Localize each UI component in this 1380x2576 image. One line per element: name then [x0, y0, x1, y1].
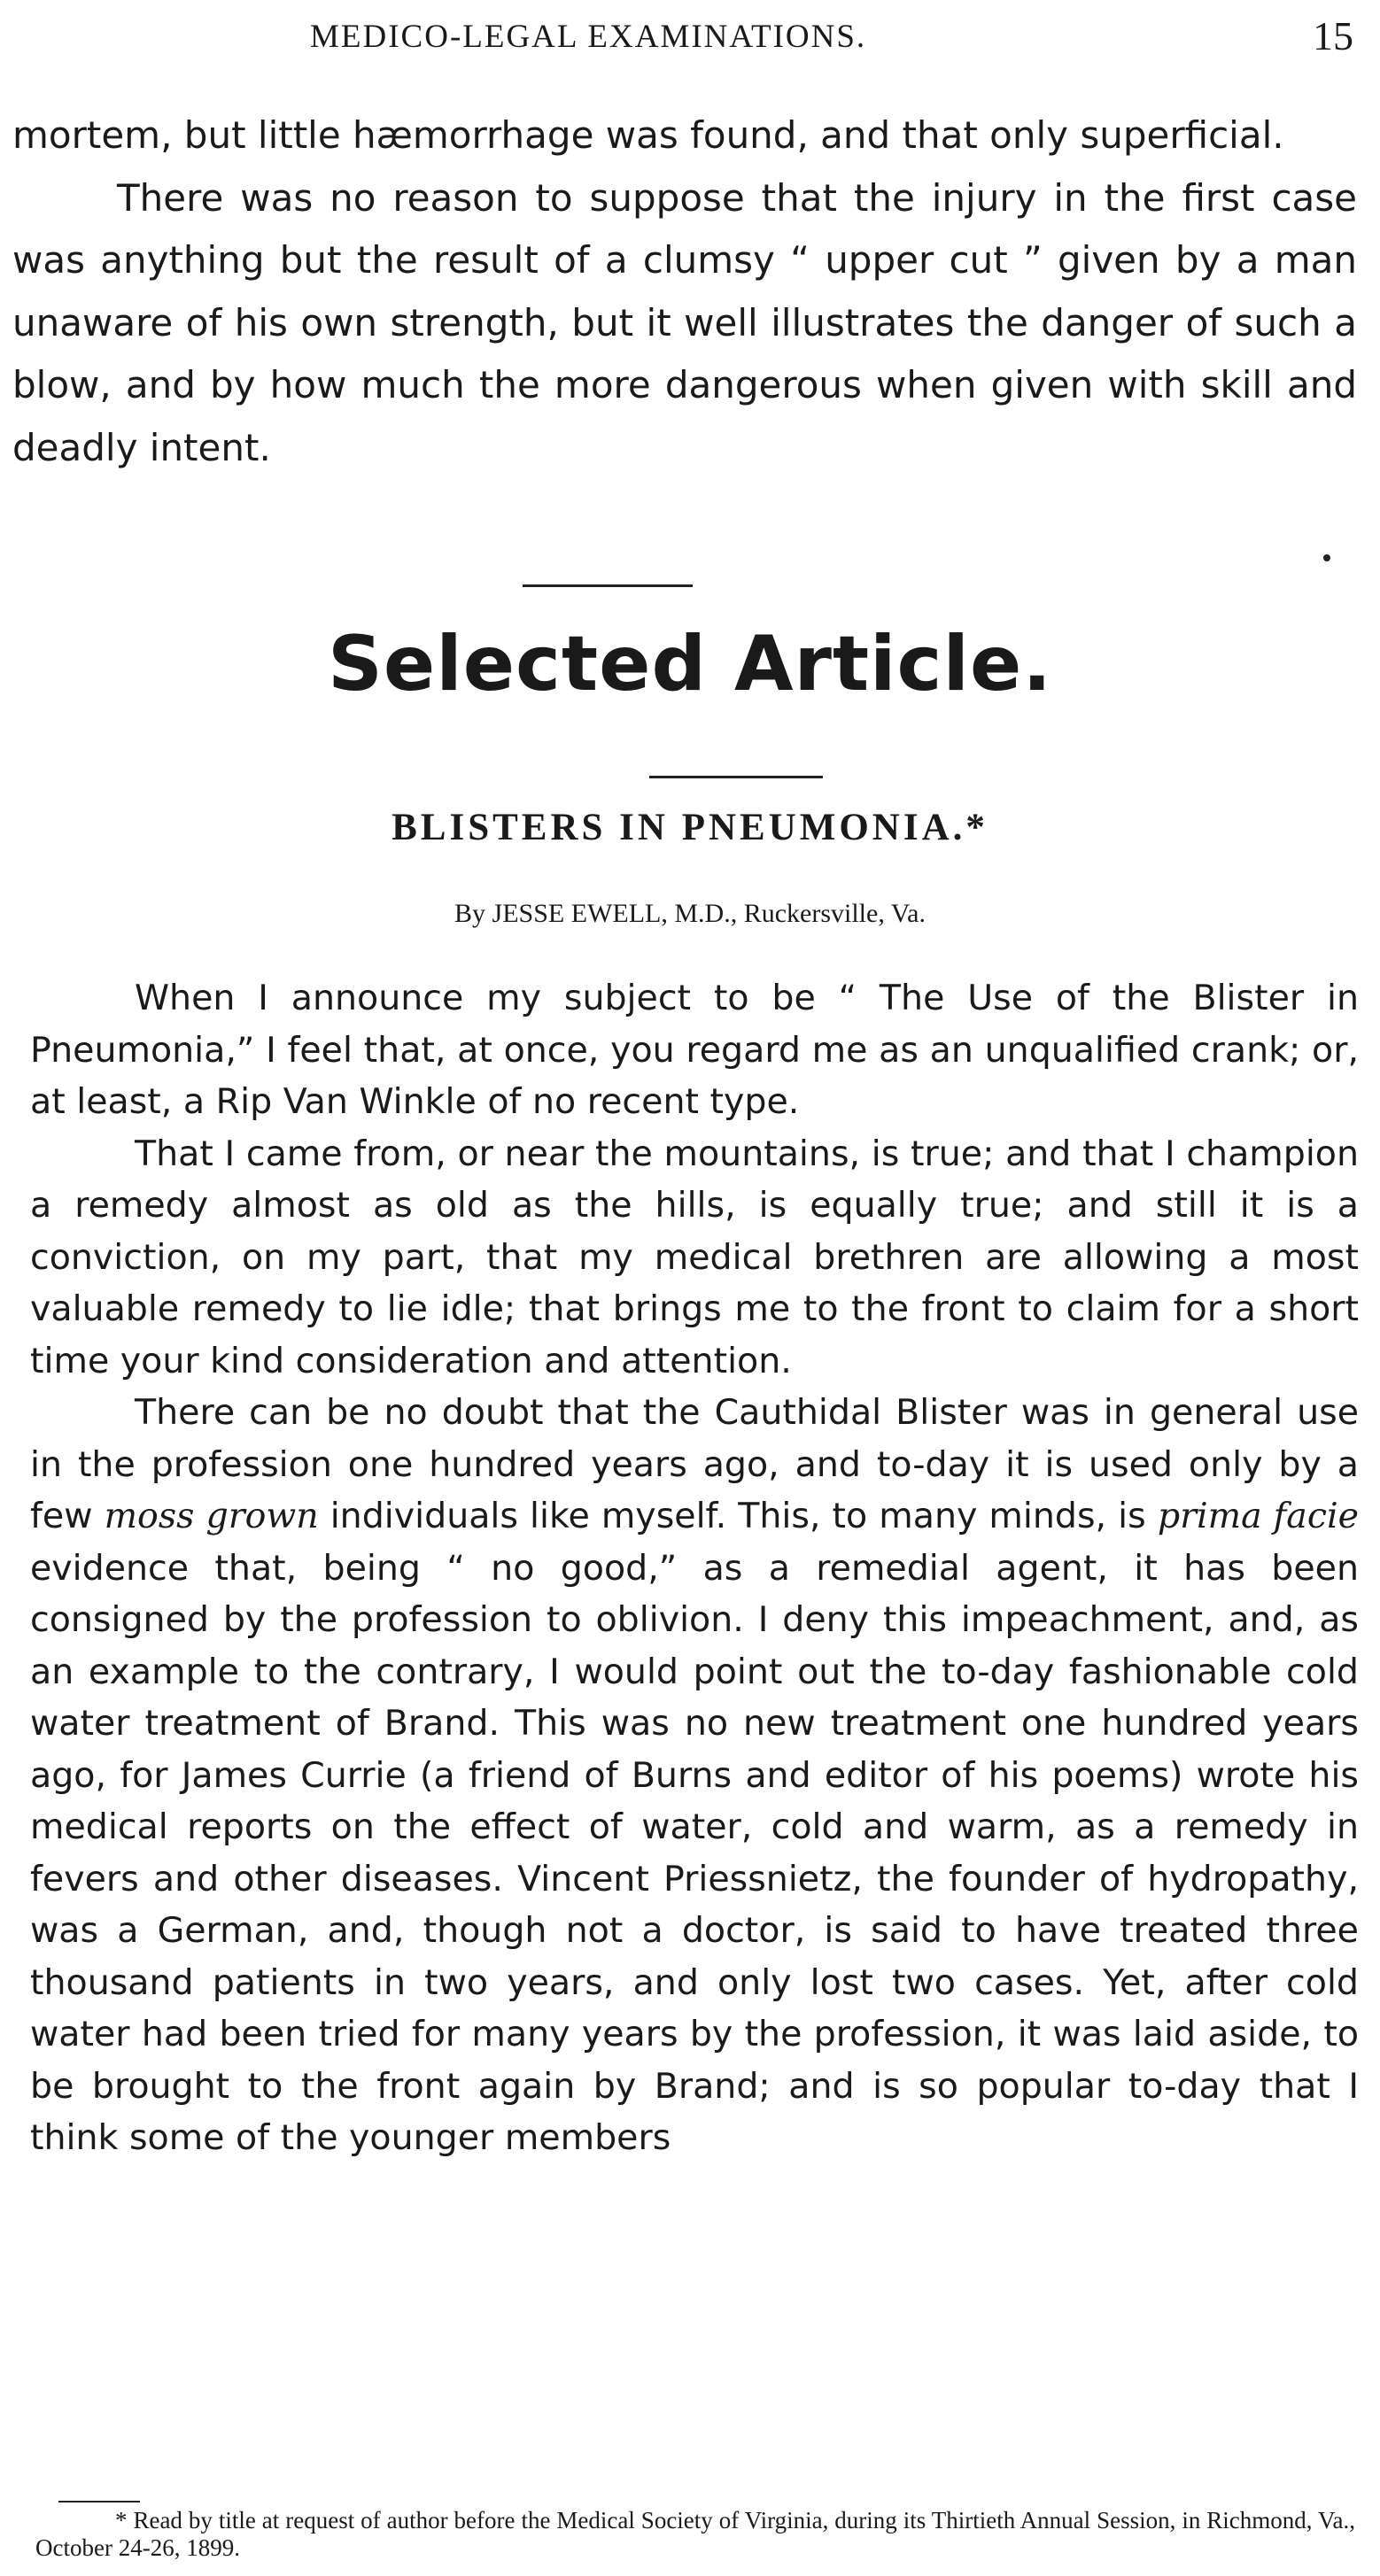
- paragraph-3-text-b: individuals like myself. This, to many minds, is: [318, 1496, 1158, 1536]
- previous-article-ending: [12, 104, 1357, 479]
- title-divider-rule: [649, 776, 823, 778]
- paragraph-conclusion: There was no reason to suppose that the injury in the first case was anything but the result of a clumsy “ upper cut ” given by a man unaware of his own strength, but it well illustrates the danger of such a blow, and by how much the more dangerous when given with skill and deadly intent.: [12, 175, 1357, 469]
- paragraph-3-text-a: There can be no doubt that the Cauthidal Blister was in general use in the profession one hundred years ago, and to-day it is used only by a few: [30, 1392, 1359, 1536]
- article-paragraph-1: When I announce my subject to be “ The Use of the Blister in Pneumonia,” I feel that, at once, you regard me as an unqualified crank; or, at least, a Rip Van Winkle of no recent type.: [30, 978, 1359, 1122]
- page-number: 15: [1313, 13, 1353, 58]
- paragraph-3-text-c: evidence that, being “ no good,” as a remedial agent, it has been consigned by the profession to oblivion. I deny this impeachment, and, as an example to the contrary, I would point out the to-day fashionable cold water treatment of Brand. This was no new treatment one hundred years ago, for James Currie (a friend of Burns and editor of his poems) wrote his medical reports on the effect of water, cold and warm, as a remedy in fevers and other diseases. Vincent Priessnietz, the founder of hydropathy, was a German, and, though not a doctor, is said to have treated three thousand patients in two years, and only lost two cases. Yet, after cold water had been tried for many years by the profession, it was laid aside, to be brought to the front again by Brand; and is so popular to-day that I think some of the younger members: [30, 1547, 1359, 2158]
- running-head: [0, 12, 1380, 66]
- paragraph-continued: mortem, but little hæmorrhage was found, and that only superficial.: [12, 113, 1284, 157]
- article-paragraph-3: [30, 1387, 1359, 2164]
- italic-phrase-moss-grown: moss grown: [104, 1496, 319, 1536]
- section-heading: Selected Article.: [327, 620, 1052, 708]
- article-paragraph-2: That I came from, or near the mountains, is true; and that I champion a remedy almost as old as the hills, is equally true; and still it is a conviction, on my part, that my medical brethren are allowing a most valuable remedy to lie idle; that brings me to the front to claim for a short time your kind consideration and attention.: [30, 1133, 1359, 1381]
- section-divider-rule: [523, 584, 693, 587]
- italic-phrase-prima-facie: prima facie: [1157, 1496, 1359, 1536]
- article-title: BLISTERS IN PNEUMONIA.*: [392, 807, 988, 848]
- article-byline: By JESSE EWELL, M.D., Ruckersville, Va.: [454, 899, 926, 928]
- footnote-rule: [58, 2501, 140, 2503]
- footnote: * Read by title at request of author before the Medical Society of Virginia, during its Thirtieth Annual Session, in Richmond, Va., October 24-26, 1899.: [35, 2507, 1355, 2561]
- article-body: [30, 972, 1359, 2164]
- print-speck: [1323, 554, 1330, 561]
- running-title: MEDICO-LEGAL EXAMINATIONS.: [310, 19, 867, 55]
